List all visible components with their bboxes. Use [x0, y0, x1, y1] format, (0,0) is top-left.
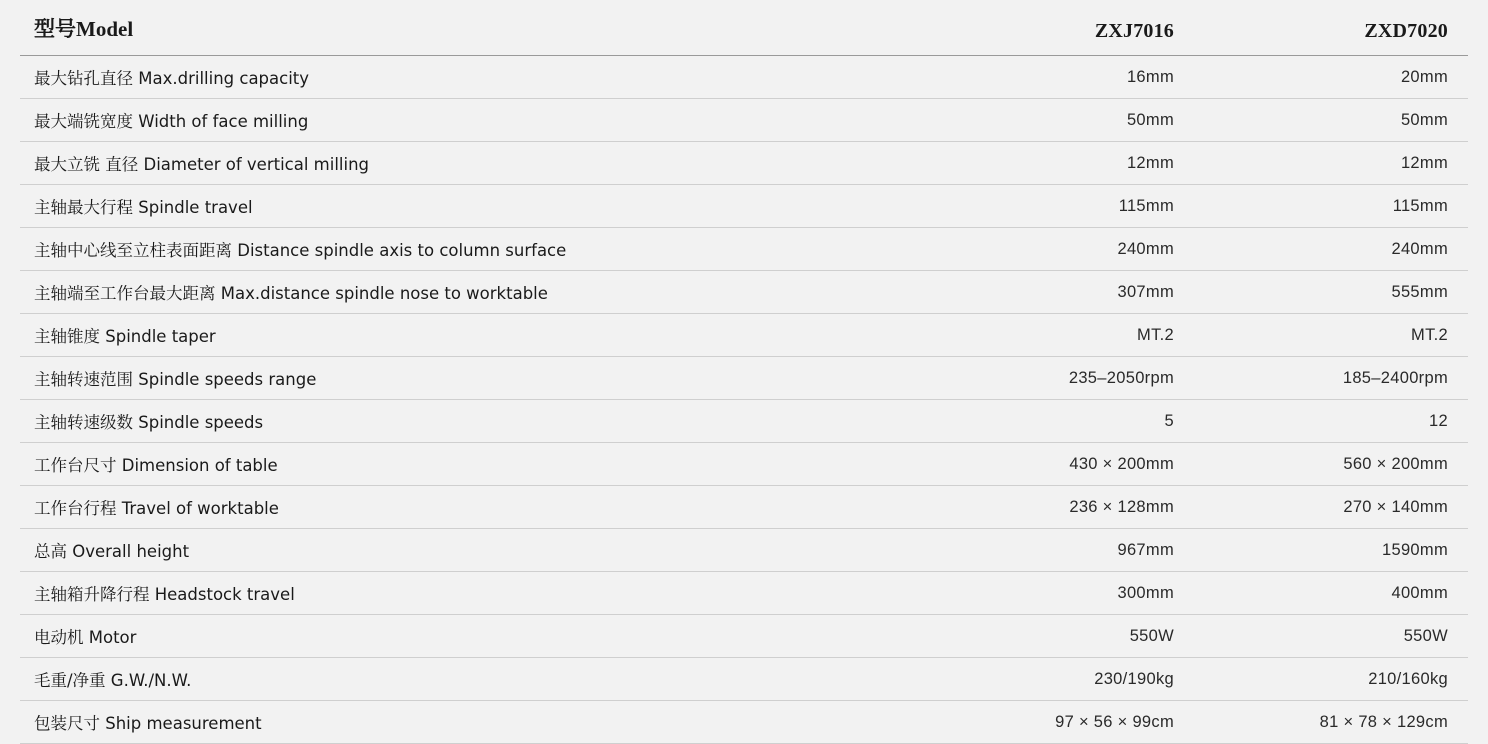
table-row — [20, 228, 1468, 271]
spec-label: 最大钻孔直径 Max.drilling capacity — [20, 56, 920, 99]
spec-value-zxd7020: 50mm — [1194, 99, 1468, 142]
spec-label: 主轴端至工作台最大距离 Max.distance spindle nose to worktable — [20, 271, 920, 314]
spec-label: 电动机 Motor — [20, 615, 920, 658]
spec-label: 最大端铣宽度 Width of face milling — [20, 99, 920, 142]
spec-label: 工作台行程 Travel of worktable — [20, 486, 920, 529]
spec-value-zxj7016: 550W — [920, 615, 1194, 658]
spec-label: 主轴锥度 Spindle taper — [20, 314, 920, 357]
spec-value-zxj7016: 97 × 56 × 99cm — [920, 701, 1194, 744]
spec-value-zxd7020: 12mm — [1194, 142, 1468, 185]
spec-value-zxd7020: 270 × 140mm — [1194, 486, 1468, 529]
spec-value-zxj7016: 230/190kg — [920, 658, 1194, 701]
spec-value-zxj7016: 236 × 128mm — [920, 486, 1194, 529]
column-header-model: 型号Model — [20, 0, 920, 56]
spec-value-zxj7016: 5 — [920, 400, 1194, 443]
table-row — [20, 271, 1468, 314]
spec-label: 主轴中心线至立柱表面距离 Distance spindle axis to column surface — [20, 228, 920, 271]
spec-value-zxj7016: 967mm — [920, 529, 1194, 572]
table-row — [20, 658, 1468, 701]
spec-value-zxd7020: 555mm — [1194, 271, 1468, 314]
spec-value-zxd7020: 240mm — [1194, 228, 1468, 271]
spec-label: 工作台尺寸 Dimension of table — [20, 443, 920, 486]
spec-label: 主轴箱升降行程 Headstock travel — [20, 572, 920, 615]
column-header-zxj7016: ZXJ7016 — [920, 0, 1194, 56]
spec-value-zxj7016: 307mm — [920, 271, 1194, 314]
table-row — [20, 400, 1468, 443]
spec-label: 主轴转速级数 Spindle speeds — [20, 400, 920, 443]
spec-value-zxd7020: 81 × 78 × 129cm — [1194, 701, 1468, 744]
spec-label: 最大立铣 直径 Diameter of vertical milling — [20, 142, 920, 185]
table-row — [20, 142, 1468, 185]
spec-value-zxd7020: 560 × 200mm — [1194, 443, 1468, 486]
table-header — [20, 0, 1468, 56]
spec-value-zxd7020: 1590mm — [1194, 529, 1468, 572]
table-row — [20, 701, 1468, 744]
spec-value-zxd7020: 20mm — [1194, 56, 1468, 99]
table-row — [20, 615, 1468, 658]
spec-value-zxd7020: 115mm — [1194, 185, 1468, 228]
table-row — [20, 357, 1468, 400]
spec-value-zxj7016: 12mm — [920, 142, 1194, 185]
table-row — [20, 185, 1468, 228]
table-body — [20, 56, 1468, 744]
table-row — [20, 486, 1468, 529]
spec-value-zxj7016: 430 × 200mm — [920, 443, 1194, 486]
spec-value-zxd7020: 550W — [1194, 615, 1468, 658]
spec-value-zxj7016: 50mm — [920, 99, 1194, 142]
spec-label: 主轴转速范围 Spindle speeds range — [20, 357, 920, 400]
specification-table — [20, 0, 1468, 744]
spec-value-zxj7016: 240mm — [920, 228, 1194, 271]
table-header-row — [20, 0, 1468, 56]
spec-value-zxj7016: 300mm — [920, 572, 1194, 615]
table-row — [20, 56, 1468, 99]
spec-label: 包装尺寸 Ship measurement — [20, 701, 920, 744]
spec-value-zxd7020: 210/160kg — [1194, 658, 1468, 701]
table-row — [20, 314, 1468, 357]
spec-value-zxd7020: 185–2400rpm — [1194, 357, 1468, 400]
spec-label: 毛重/净重 G.W./N.W. — [20, 658, 920, 701]
spec-value-zxj7016: 16mm — [920, 56, 1194, 99]
spec-value-zxd7020: MT.2 — [1194, 314, 1468, 357]
column-header-zxd7020: ZXD7020 — [1194, 0, 1468, 56]
spec-label: 总高 Overall height — [20, 529, 920, 572]
spec-value-zxj7016: MT.2 — [920, 314, 1194, 357]
table-row — [20, 529, 1468, 572]
spec-label: 主轴最大行程 Spindle travel — [20, 185, 920, 228]
spec-value-zxj7016: 115mm — [920, 185, 1194, 228]
table-row — [20, 443, 1468, 486]
table-row — [20, 572, 1468, 615]
table-row — [20, 99, 1468, 142]
spec-value-zxj7016: 235–2050rpm — [920, 357, 1194, 400]
spec-value-zxd7020: 400mm — [1194, 572, 1468, 615]
spec-value-zxd7020: 12 — [1194, 400, 1468, 443]
